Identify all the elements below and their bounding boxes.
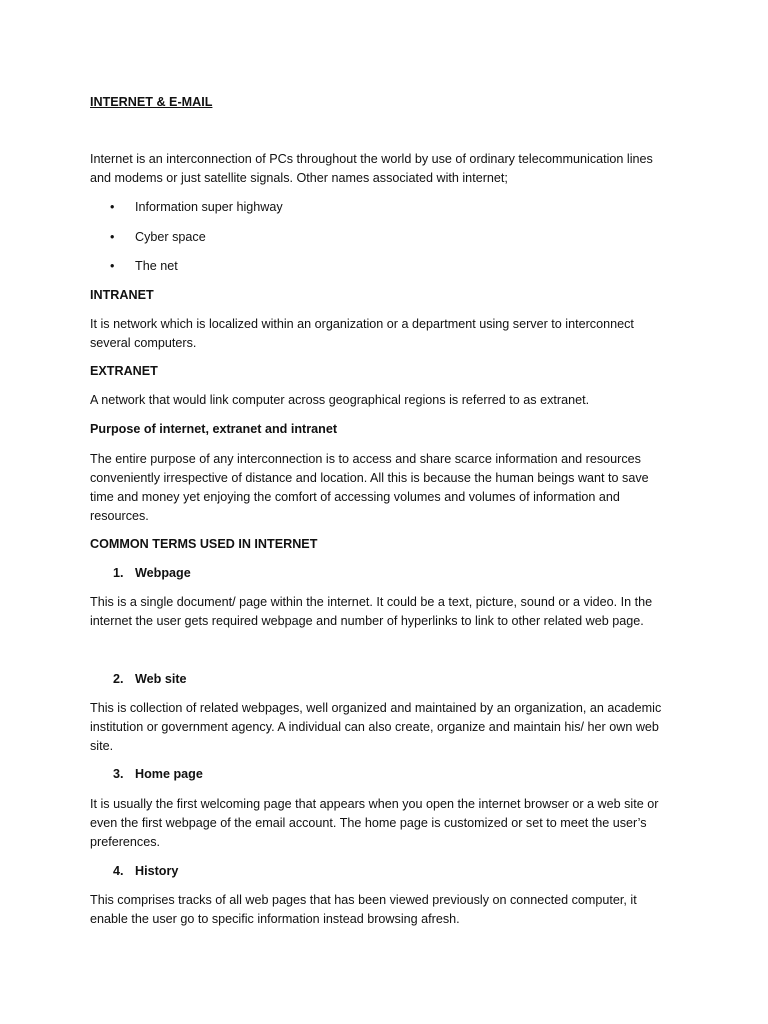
bullet-marker: •: [110, 259, 115, 273]
purpose-paragraph: The entire purpose of any interconnection is to access and share scarce information and resources conveniently irrespective of distance and location. All this is because the human beings want to save time and money yet enjoying the comfort of accessing volumes and volumes of information and resources.: [90, 452, 649, 523]
term-number: 1.: [113, 566, 124, 580]
term-number: 4.: [113, 864, 124, 878]
intranet-paragraph: It is network which is localized within an organization or a department using server to interconnect several computers.: [90, 317, 634, 350]
purpose-heading: Purpose of internet, extranet and intranet: [90, 422, 338, 436]
term-label: Home page: [135, 767, 203, 781]
term-label: Web site: [135, 672, 187, 686]
bullet-marker: •: [110, 230, 115, 244]
term-label: History: [135, 864, 179, 878]
term-number: 3.: [113, 767, 124, 781]
term-paragraph: It is usually the first welcoming page that appears when you open the internet browser or a web site or even the first webpage of the email account. The home page is customized or set to meet the user’s preferences.: [90, 797, 659, 849]
term-number: 2.: [113, 672, 124, 686]
term-paragraph: This is collection of related webpages, well organized and maintained by an organization, an academic institution or government agency. A individual can also create, organize and maintain his/ her own web site.: [90, 701, 662, 753]
document-title: INTERNET & E-MAIL: [90, 95, 213, 109]
term-paragraph: This is a single document/ page within the internet. It could be a text, picture, sound or a video. In the internet the user gets required webpage and number of hyperlinks to link to other related web page.: [90, 595, 653, 628]
intranet-heading: INTRANET: [90, 288, 154, 302]
intro-paragraph: Internet is an interconnection of PCs throughout the world by use of ordinary telecommunication lines and modems or just satellite signals. Other names associated with internet;: [90, 152, 653, 185]
bullet-item: Information super highway: [135, 200, 283, 214]
term-label: Webpage: [135, 566, 191, 580]
extranet-heading: EXTRANET: [90, 364, 158, 378]
term-paragraph: This comprises tracks of all web pages that has been viewed previously on connected computer, it enable the user go to specific information instead browsing afresh.: [90, 893, 637, 926]
extranet-paragraph: A network that would link computer across geographical regions is referred to as extranet.: [90, 393, 590, 407]
terms-heading: COMMON TERMS USED IN INTERNET: [90, 537, 318, 551]
bullet-marker: •: [110, 200, 115, 214]
bullet-item: The net: [135, 259, 178, 273]
bullet-item: Cyber space: [135, 230, 206, 244]
